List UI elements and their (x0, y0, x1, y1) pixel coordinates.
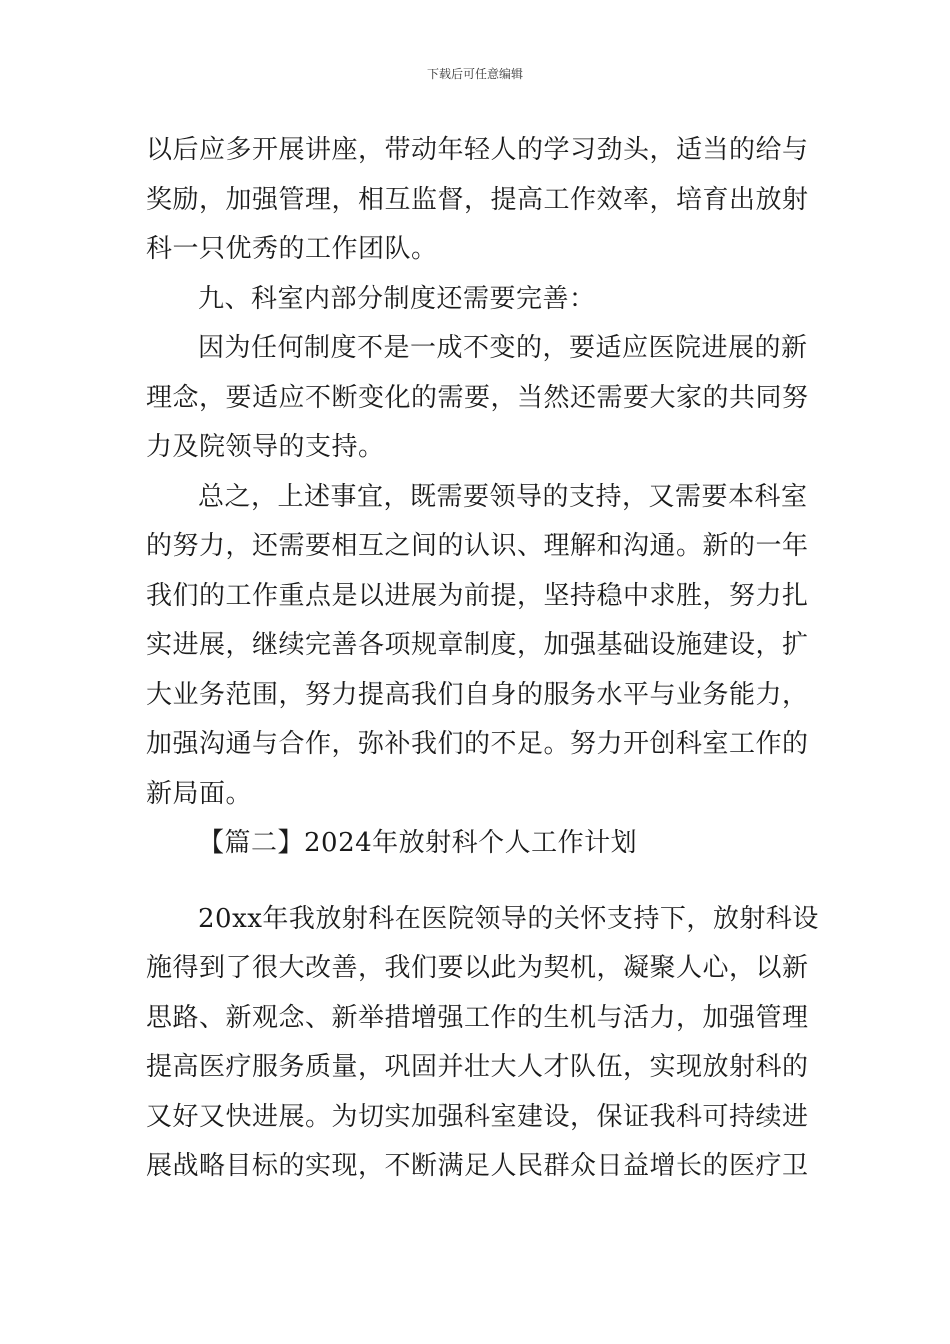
text-line: 提高医疗服务质量，巩固并壮大人才队伍，实现放射科的 (146, 1052, 809, 1082)
text-line: 的努力，还需要相互之间的认识、理解和沟通。新的一年 (146, 531, 809, 561)
text-line: 新局面。 (146, 778, 253, 809)
text-line: 大业务范围，努力提高我们自身的服务水平与业务能力， (146, 679, 809, 710)
text-line: 科一只优秀的工作团队。 (146, 234, 438, 264)
text-line: 力及院领导的支持。 (146, 432, 385, 462)
page-header: 下载后可任意编辑 (426, 67, 523, 81)
text-line: 加强沟通与合作，弥补我们的不足。努力开创科室工作的 (146, 729, 809, 759)
text-line: 施得到了很大改善，我们要以此为契机，凝聚人心，以新 (146, 953, 809, 983)
text-line: 20xx年我放射科在医院领导的关怀支持下，放射科设 (198, 903, 819, 934)
text-line: 奖励，加强管理，相互监督，提高工作效率，培育出放射 (146, 184, 809, 215)
text-line: 实进展，继续完善各项规章制度，加强基础设施建设，扩 (146, 630, 809, 660)
text-line: 我们的工作重点是以进展为前提，坚持稳中求胜，努力扎 (146, 580, 809, 611)
section-heading: 九、科室内部分制度还需要完善： (198, 283, 596, 314)
text-line: 因为任何制度不是一成不变的，要适应医院进展的新 (198, 333, 808, 363)
text-line: 总之，上述事宜，既需要领导的支持，又需要本科室 (198, 481, 808, 512)
text-line: 展战略目标的实现，不断满足人民群众日益增长的医疗卫 (146, 1151, 809, 1181)
text-line: 理念，要适应不断变化的需要，当然还需要大家的共同努 (146, 382, 809, 413)
text-line: 以后应多开展讲座，带动年轻人的学习劲头，适当的给与 (146, 135, 809, 165)
article-title: 【篇二】2024年放射科个人工作计划 (198, 828, 638, 858)
text-line: 思路、新观念、新举措增强工作的生机与活力，加强管理 (146, 1002, 809, 1033)
paragraph-gap (146, 869, 810, 895)
document-body (146, 126, 819, 1192)
text-line: 又好又快进展。为切实加强科室建设，保证我科可持续进 (146, 1101, 809, 1132)
